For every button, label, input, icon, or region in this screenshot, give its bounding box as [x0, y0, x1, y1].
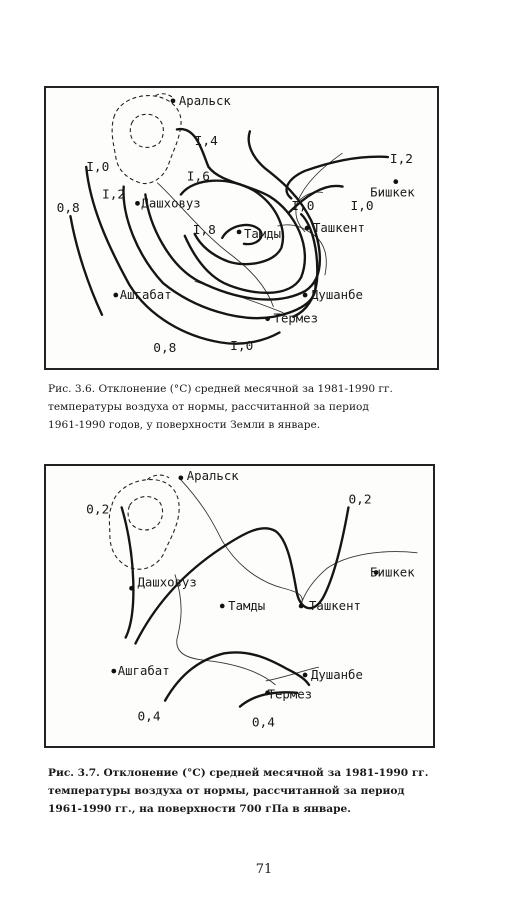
aral-sea-outline: [112, 94, 181, 184]
city-dot-ashgabat: [113, 293, 118, 298]
isoline-label-10-bottom: I,0: [230, 339, 254, 355]
city-label-dashkhovuz: Дашховуз: [137, 575, 197, 590]
isoline-label-02-right: 0,2: [348, 492, 372, 508]
figure-3-6-map: [44, 86, 439, 370]
page-number: 71: [255, 862, 273, 877]
aral-sea-outline: [109, 475, 179, 569]
city-label-dushanbe: Душанбе: [310, 667, 363, 682]
city-label-tashkent: Ташкент: [309, 598, 361, 613]
city-label-dashkhovuz: Дашховуз: [141, 196, 201, 211]
caption-line: 1961-1990 гг., на поверхности 700 гПа в январе.: [48, 803, 351, 815]
city-dot-tashkent: [305, 226, 310, 231]
city-dot-ashgabat: [111, 669, 116, 674]
city-label-termez: Термез: [267, 687, 313, 702]
figure-3-6-map-drawing: [46, 88, 437, 368]
isoline-label-16: I,6: [186, 169, 210, 185]
city-dot-dushanbe: [303, 673, 308, 678]
city-label-dushanbe: Душанбе: [311, 287, 363, 302]
isoline-label-02-left: 0,2: [86, 502, 110, 518]
isoline-label-12-right: I,2: [389, 151, 414, 167]
isoline-label-10-right: I,0: [350, 199, 374, 215]
isoline-label-08-bottom: 0,8: [153, 341, 177, 357]
isoline-label-10-left: I,0: [86, 159, 110, 175]
caption-line: температуры воздуха от нормы, рассчитанной за период: [48, 785, 405, 797]
city-dot-bishkek: [393, 179, 398, 184]
city-label-aralsk: Аральск: [186, 468, 239, 483]
city-dot-tashkent: [299, 604, 304, 609]
city-dot-tamdy: [220, 604, 225, 609]
thin-boundary-lines: [175, 480, 418, 685]
city-dot-dashkhovuz: [135, 201, 140, 206]
city-label-termez: Термез: [273, 311, 319, 326]
city-dot-dushanbe: [303, 293, 308, 298]
caption-line: Рис. 3.7. Отклонение (°С) средней месячной за 1981-1990 гг.: [48, 767, 429, 779]
city-label-tamdy: Тамды: [228, 598, 266, 613]
city-dot-dashkhovuz: [129, 586, 134, 591]
figure-3-7-caption: [48, 764, 448, 818]
isoline-label-04-right: 0,4: [251, 715, 275, 731]
caption-line: температуры воздуха от нормы, рассчитанной за период: [48, 401, 369, 413]
city-label-tashkent: Ташкент: [312, 220, 365, 235]
city-dot-tamdy: [237, 230, 242, 235]
city-label-tamdy: Тамды: [243, 226, 282, 241]
caption-line: 1961-1990 годов, у поверхности Земли в январе.: [48, 419, 321, 431]
city-label-bishkek: Бишкек: [370, 185, 415, 200]
isoline-label-14: I,4: [194, 134, 218, 150]
isoline-label-12: I,2: [101, 187, 126, 203]
isoline-label-18: I,8: [192, 222, 216, 238]
isoline-label-04-left: 0,4: [137, 709, 161, 725]
city-dot-termez: [265, 316, 270, 321]
isoline-label-08-left: 0,8: [56, 201, 80, 217]
caption-line: Рис. 3.6. Отклонение (°С) средней месячной за 1981-1990 гг.: [48, 383, 393, 395]
isolines: [70, 129, 387, 344]
city-label-ashgabat: Ашгабат: [117, 664, 170, 679]
city-dot-aralsk: [178, 475, 183, 480]
city-label-aralsk: Аральск: [178, 93, 231, 108]
city-dot-aralsk: [171, 98, 176, 103]
figure-3-7-map-drawing: [46, 466, 433, 746]
city-label-ashgabat: Ашгабат: [119, 287, 172, 302]
figure-3-6-caption: [48, 380, 448, 434]
isoline-label-10-mid: I,0: [291, 199, 315, 215]
city-label-bishkek: Бишкек: [370, 565, 415, 580]
figure-3-7-map: [44, 464, 435, 748]
